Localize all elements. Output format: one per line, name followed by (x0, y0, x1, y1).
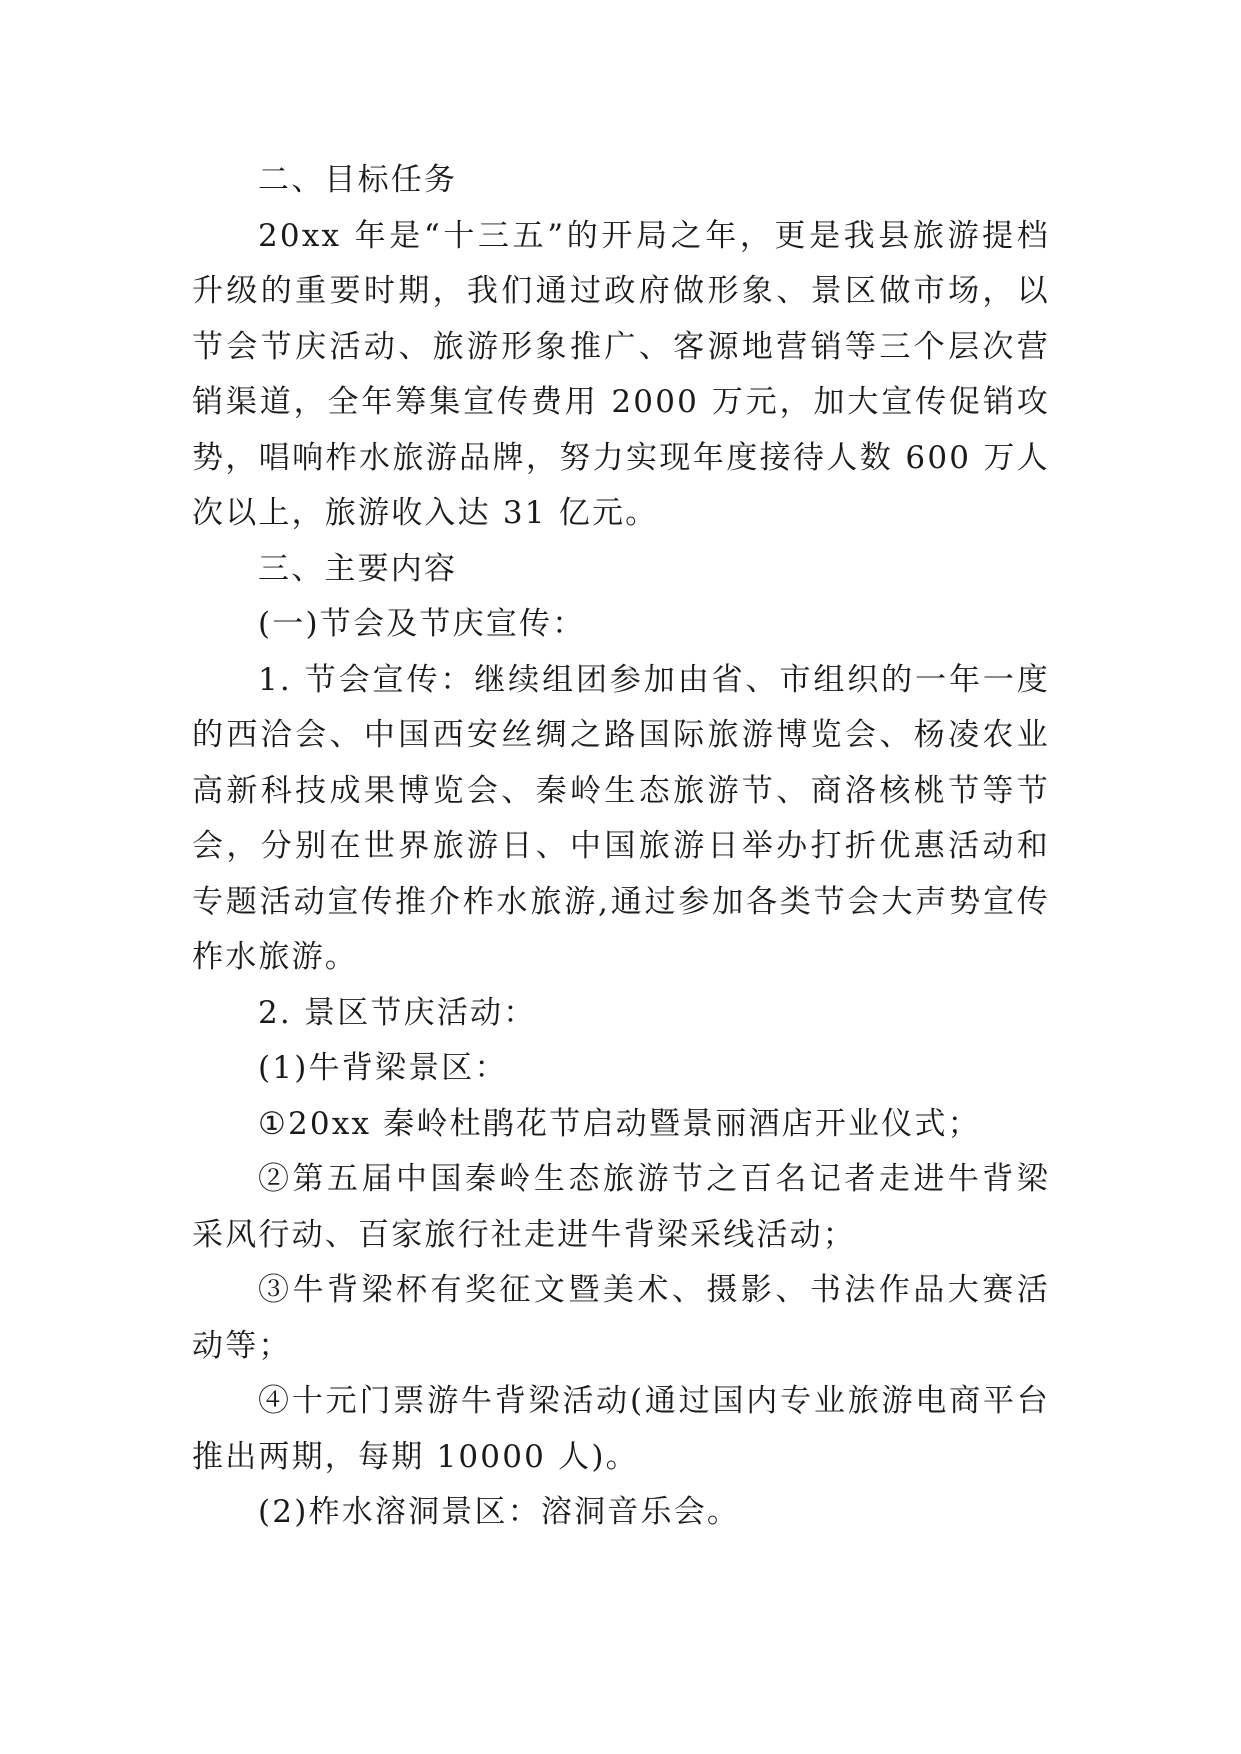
section-heading-goals: 二、目标任务 (258, 162, 458, 198)
list-item: ②第五届中国秦岭生态旅游节之百名记者走进牛背梁采风行动、百家旅行社走进牛背梁采线活动； (192, 1161, 1050, 1253)
list-item: ③牛背梁杯有奖征文暨美术、摄影、书法作品大赛活动等； (192, 1272, 1050, 1364)
section-heading-content: 三、主要内容 (258, 550, 458, 587)
subheading-niubeiliang: (1)牛背梁景区： (258, 1050, 508, 1086)
list-item: ①20xx 秦岭杜鹃花节启动暨景丽酒店开业仪式； (258, 1105, 981, 1142)
subheading-festivals: (一)节会及节庆宣传： (258, 606, 586, 642)
list-item: ④十元门票游牛背梁活动(通过国内专业旅游电商平台推出两期，每期 10000 人)。 (192, 1383, 1050, 1475)
paragraph-festival-promotion: 1. 节会宣传：继续组团参加由省、市组织的一年一度的西洽会、中国西安丝绸之路国际旅游博览会、杨凌农业高新科技成果博览会、秦岭生态旅游节、商洛核桃节等节会，分别在世界旅游日、中国旅游日举办打折优惠活动和专题活动宣传推介柞水旅游,通过参加各类节会大声势宣传柞水旅游。 (192, 661, 1050, 975)
subheading-scenic-activities: 2. 景区节庆活动： (258, 994, 537, 1031)
document-body (192, 153, 1050, 1541)
subheading-karst-cave: (2)柞水溶洞景区：溶洞音乐会。 (258, 1494, 741, 1530)
paragraph-goals: 20xx 年是“十三五”的开局之年，更是我县旅游提档升级的重要时期，我们通过政府做形象、景区做市场，以节会节庆活动、旅游形象推广、客源地营销等三个层次营销渠道，全年筹集宣传费用 2000 万元，加大宣传促销攻势，唱响柞水旅游品牌，努力实现年度接待人数 600 万人次以上，旅游收入达 31 亿元。 (192, 217, 1050, 531)
